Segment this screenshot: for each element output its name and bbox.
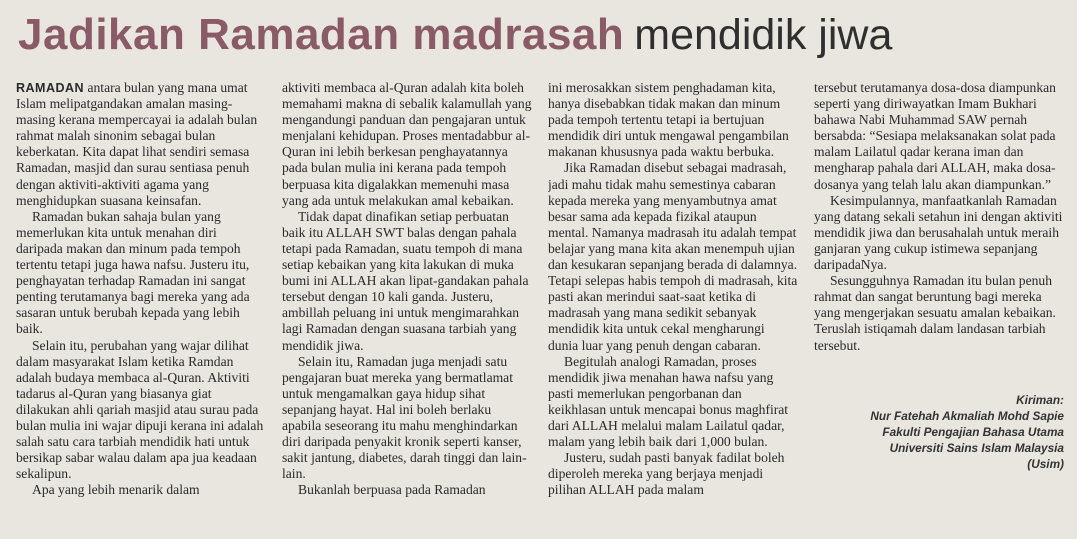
headline-light: mendidik jiwa — [634, 11, 893, 59]
headline — [18, 10, 1068, 72]
author-credit — [814, 392, 1064, 472]
credit-faculty: Fakulti Pengajian Bahasa Utama — [882, 424, 1064, 439]
paragraph: Kesimpulannya, manfaatkanlah Ramadan yang datang sekali setahun ini dengan aktiviti mendidik jiwa dan berusahalah untuk meraih ganjaran yang cukup istimewa sepanjang daripadaNya. — [814, 192, 1063, 273]
article-body — [16, 80, 1066, 535]
paragraph: Jika Ramadan disebut sebagai madrasah, jadi mahu tidak mahu semestinya cabaran kepada mereka yang menyambutnya amat besar sama ada kepada fizikal ataupun mental. Namanya madrasah itu adalah tempat belajar yang mana kita akan menempuh ujian dan kesukaran sepanjang berada di dalamnya. Tetapi selepas habis tempoh di madrasah, kita pasti akan merindui saat-saat ketika di madrasah yang mana sedikit sebanyak mendidik kita untuk cekal mengharungi dunia luar yang penuh dengan cabaran. — [548, 160, 798, 353]
column-4 — [814, 80, 1064, 535]
credit-abbr: (Usim) — [1027, 456, 1064, 471]
paragraph: Sesungguhnya Ramadan itu bulan penuh rahmat dan sangat beruntung bagi mereka yang mengerjakan sesuatu amalan kebaikan. Teruslah istiqamah dalam landasan tarbiah tersebut. — [814, 273, 1056, 353]
paragraph: Begitulah analogi Ramadan, proses mendidik jiwa menahan hawa nafsu yang pasti memerlukan pengorbanan dan keikhlasan untuk mencapai bonus maghfirat dari ALLAH melalui malam Lailatul qadar, malam yang lebih baik dari 1,000 bulan. — [548, 353, 789, 450]
credit-university: Universiti Sains Islam Malaysia — [889, 440, 1064, 455]
paragraph: Justeru, sudah pasti banyak fadilat boleh diperoleh mereka yang berjaya menjadi pilihan ALLAH pada malam — [548, 450, 785, 498]
column-1 — [16, 80, 266, 535]
paragraph: aktiviti membaca al-Quran adalah kita boleh memahami makna di sebalik kalamullah yang mengandungi panduan dan pengajaran untuk menjalani kehidupan. Proses mentadabbur al-Quran ini lebih berkesan penghayatannya pada bulan mulia ini kerana pada tempoh berpuasa kita digalakkan memenuhi masa yang ada untuk melakukan amal kebaikan. — [282, 80, 532, 208]
paragraph: Bukanlah berpuasa pada Ramadan — [298, 482, 486, 498]
paragraph: RAMADAN antara bulan yang mana umat Islam melipatgandakan amalan masing-masing kerana mempercayai ia adalah bulan rahmat malah sinonim sebagai bulan keberkatan. Kita dapat lihat sendiri semasa Ramadan, masjid dan surau sentiasa penuh dengan aktiviti-aktiviti agama yang menghidupkan suasana keinsafan. — [16, 80, 258, 208]
paragraph: Ramadan bukan sahaja bulan yang memerlukan kita untuk menahan diri daripada makan dan minum pada tempoh tertentu tetapi juga hawa nafsu. Justeru itu, penghayatan terhadap Ramadan ini sangat penting terutamanya bagi mereka yang ada sasaran untuk berubah kepada yang lebih baik. — [16, 208, 250, 337]
headline-bold: Jadikan Ramadan madrasah — [18, 10, 625, 59]
credit-label: Kiriman: — [1016, 392, 1064, 407]
lead-word: RAMADAN — [16, 81, 85, 95]
paragraph: Selain itu, Ramadan juga menjadi satu pengajaran buat mereka yang bermatlamat untuk mengamalkan gaya hidup sihat sepanjang hayat. Hal ini boleh berlaku apabila seseorang itu mahu menghindarkan diri daripada penyakit kronik seperti kanser, sakit jantung, diabetes, darah tinggi dan lain-lain. — [282, 353, 527, 482]
paragraph: tersebut terutamanya dosa-dosa diampunkan seperti yang diriwayatkan Imam Bukhari bahawa Nabi Muhammad SAW pernah bersabda: “Sesiapa melaksanakan solat pada malam Lailatul qadar kerana iman dan mengharap pahala dari ALLAH, maka dosa-dosanya yang telah lalu akan diampunkan.” — [814, 80, 1056, 192]
credit-name: Nur Fatehah Akmaliah Mohd Sapie — [870, 408, 1064, 423]
column-2 — [282, 80, 532, 535]
paragraph: Apa yang lebih menarik dalam — [32, 482, 200, 498]
column-3 — [548, 80, 798, 535]
paragraph: Tidak dapat dinafikan setiap perbuatan baik itu ALLAH SWT balas dengan pahala tetapi pada Ramadan, suatu tempoh di mana setiap kebaikan yang kita lakukan di muka bumi ini ALLAH akan lipat-gandakan pahala tersebut dengan 10 kali ganda. Justeru, ambillah peluang ini untuk mengimarahkan lagi Ramadan dengan suasana tarbiah yang mendidik jiwa. — [282, 208, 529, 353]
paragraph: Selain itu, perubahan yang wajar dilihat dalam masyarakat Islam ketika Ramdan adalah budaya membaca al-Quran. Aktiviti tadarus al-Quran yang biasanya giat dilakukan ahli qariah masjid atau surau pada bulan mulia ini wajar dipuji kerana ini adalah salah satu cara tarbiah mendidik hati untuk bersikap sabar walau dalam apa jua keadaan sekalipun. — [16, 337, 264, 482]
paragraph: ini merosakkan sistem penghadaman kita, hanya disebabkan tidak makan dan minum pada tempoh tertentu tetapi ia bertujuan mendidik diri untuk mengawal pengambilan makanan khususnya pada waktu berbuka. — [548, 80, 789, 160]
